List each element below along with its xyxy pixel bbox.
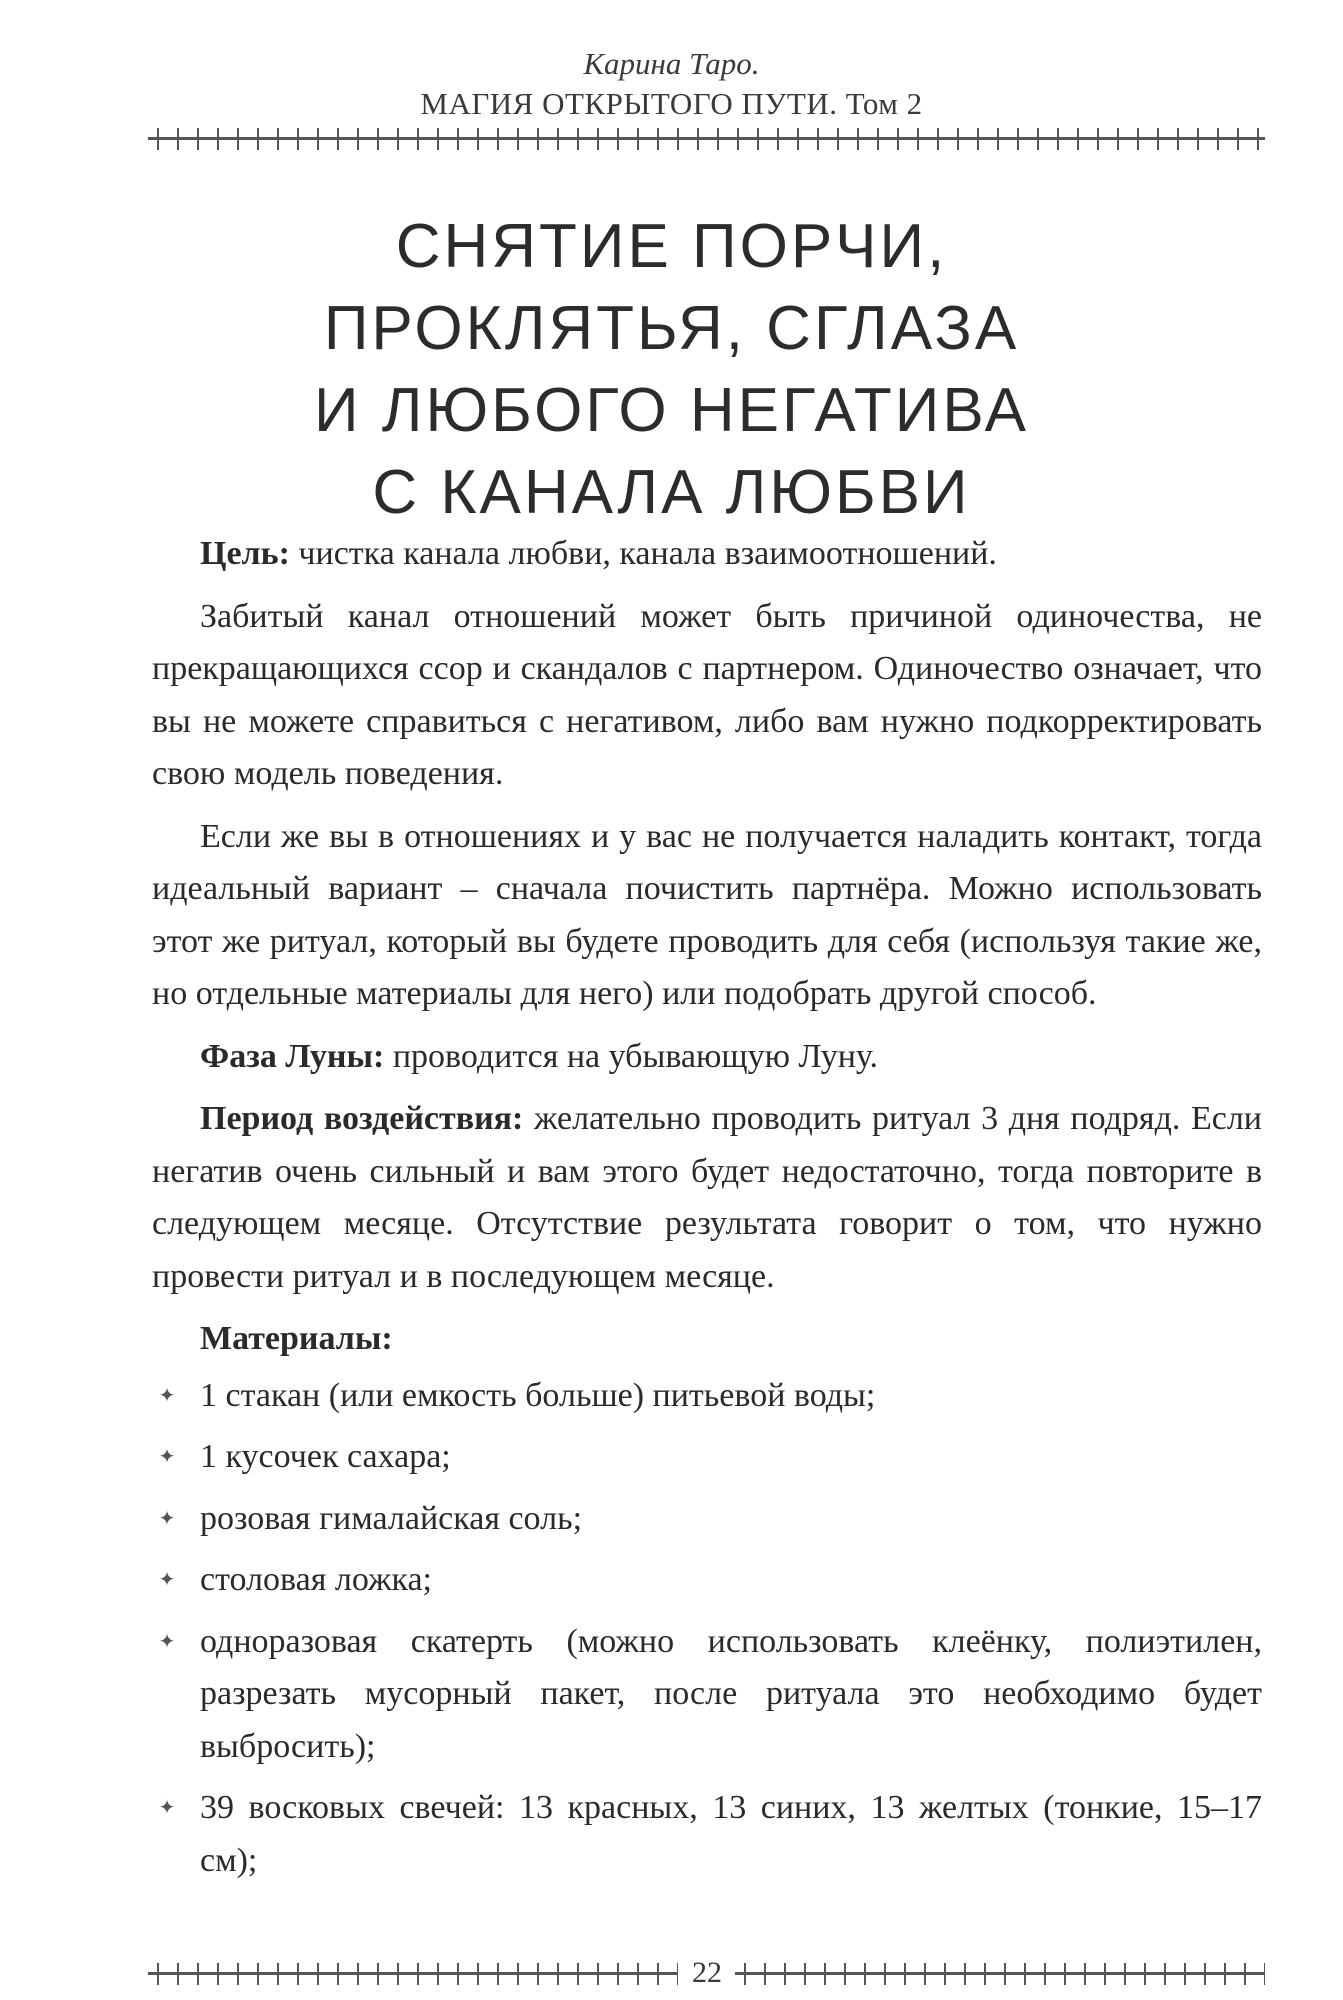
chapter-title-line: СНЯТИЕ ПОРЧИ,	[395, 212, 948, 281]
chapter-title	[100, 206, 1243, 534]
page-number: 22	[692, 1956, 722, 1989]
moon-phase-label: Фаза Луны:	[200, 1037, 385, 1075]
book-title: МАГИЯ ОТКРЫТОГО ПУТИ. Том 2	[420, 86, 923, 121]
list-item	[152, 1616, 1262, 1774]
list-item	[152, 1370, 1262, 1423]
period-text: желательно проводить ритуал 3 дня подряд. Если негатив очень сильный и вам этого будет недостаточно, тогда повторите в следующем месяце. Отсутствие результата говорит о том, что нужно провести ритуал и в последующем месяце.	[152, 1100, 1262, 1295]
goal-label: Цель:	[200, 535, 290, 572]
list-item-text: столовая ложка;	[200, 1561, 433, 1598]
chapter-title-line: ПРОКЛЯТЬЯ, СГЛАЗА	[323, 294, 1020, 363]
list-item-text: 39 восковых свечей: 13 красных, 13 синих, 13 желтых (тонкие, 15–17 см);	[200, 1789, 1262, 1879]
bottom-ornament-left	[148, 1963, 678, 1985]
diamond-bullet-icon: ✦	[158, 1567, 176, 1591]
bottom-ornament-right	[735, 1963, 1265, 1985]
top-ornament-border	[148, 128, 1265, 150]
diamond-bullet-icon: ✦	[158, 1382, 176, 1407]
running-header	[0, 44, 1343, 124]
diamond-bullet-icon: ✦	[158, 1444, 176, 1468]
list-item-text: розовая гималайская соль;	[200, 1499, 583, 1537]
period-paragraph	[152, 1093, 1262, 1303]
list-item	[152, 1493, 1262, 1546]
list-item-text: 1 стакан (или емкость больше) питьевой воды;	[200, 1376, 876, 1414]
materials-heading: Материалы:	[200, 1320, 393, 1357]
period-label: Период воздействия:	[200, 1100, 524, 1137]
list-item	[152, 1554, 1262, 1607]
goal-paragraph	[152, 528, 1262, 581]
chapter-title-line: И ЛЮБОГО НЕГАТИВА	[313, 376, 1030, 445]
diamond-bullet-icon: ✦	[158, 1628, 176, 1653]
body-text	[152, 528, 1262, 1896]
chapter-title-line: С КАНАЛА ЛЮБВИ	[372, 458, 971, 527]
list-item	[152, 1431, 1262, 1484]
goal-text: чистка канала любви, канала взаимоотношений.	[289, 535, 997, 572]
diamond-bullet-icon: ✦	[158, 1795, 176, 1819]
diamond-bullet-icon: ✦	[158, 1505, 176, 1530]
list-item	[152, 1782, 1262, 1887]
paragraph-2: Если же вы в отношениях и у вас не получается наладить контакт, тогда идеальный вариант – сначала почистить партнёра. Можно использовать этот же ритуал, который вы будете проводить для себя (используя такие же, но отдельные материалы для него) или подобрать другой способ.	[152, 817, 1262, 1012]
paragraph-1: Забитый канал отношений может быть причиной одиночества, не прекращающихся ссор и скандалов с партнером. Одиночество означает, что вы не можете справиться с негативом, либо вам нужно подкорректировать свою модель поведения.	[152, 597, 1262, 792]
list-item-text: 1 кусочек сахара;	[200, 1438, 451, 1475]
list-item-text: одноразовая скатерть (можно использовать клеёнку, полиэтилен, разрезать мусорный пакет, после ритуала это необходимо будет выбросить);	[200, 1622, 1262, 1765]
moon-phase-text: проводится на убывающую Луну.	[384, 1037, 879, 1075]
materials-list	[152, 1370, 1262, 1888]
moon-phase-paragraph	[152, 1031, 1262, 1084]
author-name: Карина Таро.	[583, 46, 760, 81]
